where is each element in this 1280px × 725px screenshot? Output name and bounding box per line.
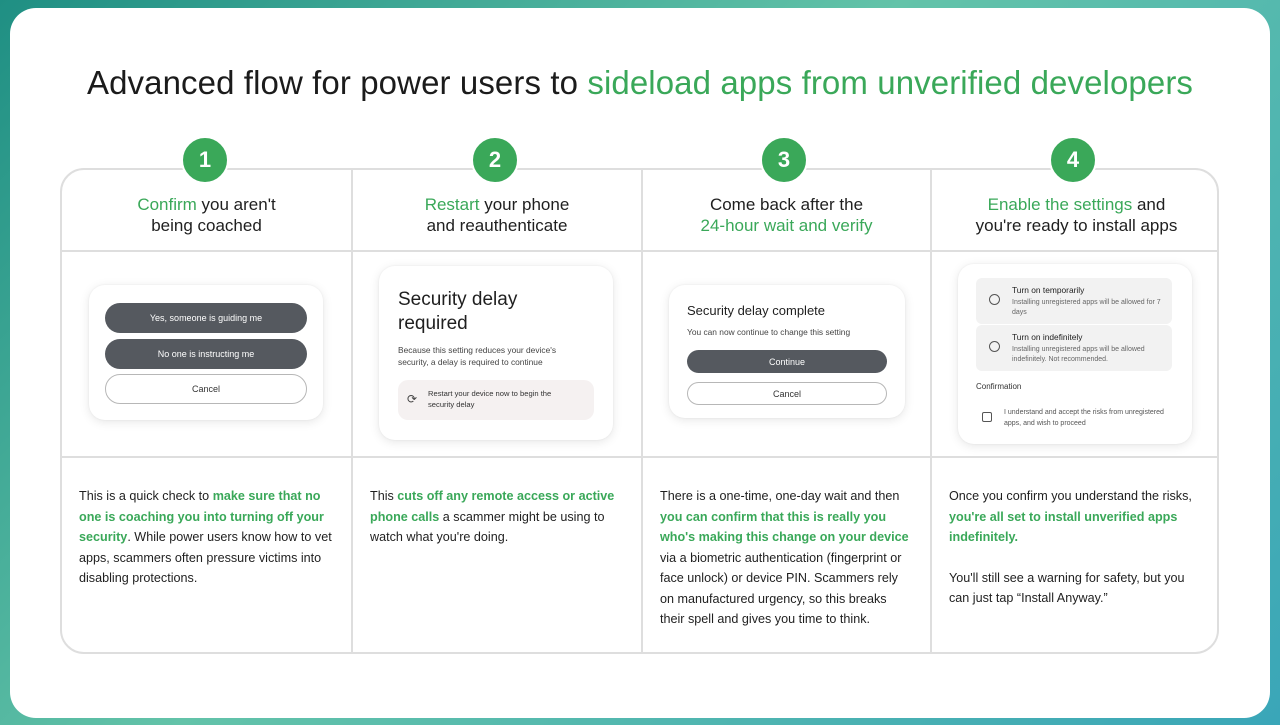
step-4-description <box>932 458 1219 609</box>
desc-text: . While power users know how to vet apps, scammers often pressure victims into disabling protections. <box>79 530 332 585</box>
step-4-badge: 4 <box>1049 136 1097 184</box>
option-indefinitely[interactable] <box>976 325 1172 371</box>
desc-highlight: you're all set to install unverified apps indefinitely. <box>949 509 1178 544</box>
title-highlight: sideload apps from unverified developers <box>587 64 1194 101</box>
desc-text: a scammer might be using to watch what you're doing. <box>370 509 605 544</box>
step-4-mockup <box>932 252 1219 458</box>
title-prefix: Advanced flow for power users to <box>86 64 588 101</box>
coaching-check-dialog <box>89 285 323 420</box>
step-2-header-highlight: Restart <box>424 195 480 214</box>
dialog-title: Security delay required <box>398 289 518 334</box>
step-4-header-line2: you're ready to install apps <box>975 216 1178 235</box>
step-1-column <box>62 170 351 652</box>
step-2-description <box>353 458 641 548</box>
step-3-badge: 3 <box>760 136 808 184</box>
confirmation-checkbox[interactable] <box>982 412 992 422</box>
step-2-header-text: your phone <box>479 195 570 214</box>
step-1-description <box>62 458 351 589</box>
step-3-mockup <box>643 252 930 458</box>
step-4-header-text: and <box>1132 195 1166 214</box>
confirmation-label: Confirmation <box>976 382 1022 391</box>
option-title: Turn on temporarily <box>1012 285 1085 295</box>
radio-button[interactable] <box>989 294 1000 305</box>
step-3-header-text: Come back after the <box>709 195 864 214</box>
step-2-mockup <box>353 252 641 458</box>
step-1-header-highlight: Confirm <box>137 195 197 214</box>
desc-text: via a biometric authentication (fingerprint or face unlock) or device PIN. Scammers rely on manufactured urgency, so this breaks their spell and gives you time to think. <box>660 550 902 626</box>
option-subtitle: Installing unregistered apps will be allowed indefinitely. Not recommended. <box>1012 346 1145 363</box>
someone-guiding-button[interactable]: Yes, someone is guiding me <box>105 303 307 333</box>
step-3-column <box>641 170 930 652</box>
desc-highlight: make sure that no one is coaching you into turning off your security <box>79 489 324 544</box>
security-delay-dialog <box>379 266 613 440</box>
dialog-body: Because this setting reduces your device's security, a delay is required to continue <box>398 345 557 367</box>
radio-button[interactable] <box>989 341 1000 352</box>
continue-button[interactable]: Continue <box>687 350 887 373</box>
desc-highlight: you can confirm that this is really you who's making this change on your device <box>660 509 909 544</box>
desc-text: There is a one-time, one-day wait and then <box>660 489 900 503</box>
restart-device-label: Restart your device now to begin the security delay <box>428 389 552 409</box>
step-4-column <box>930 170 1219 652</box>
step-3-header-highlight: 24-hour wait and verify <box>700 216 873 235</box>
desc-highlight: cuts off any remote access or active phone calls <box>370 489 615 524</box>
desc-note: You'll still see a warning for safety, but you can just tap “Install Anyway.” <box>949 570 1185 605</box>
step-1-badge: 1 <box>181 136 229 184</box>
cancel-button[interactable]: Cancel <box>105 374 307 404</box>
install-settings-dialog <box>958 264 1192 444</box>
confirmation-text: I understand and accept the risks from unregistered apps, and wish to proceed <box>1004 409 1164 427</box>
step-1-mockup <box>62 252 351 458</box>
desc-text: This is a quick check to <box>79 489 213 503</box>
step-2-badge: 2 <box>471 136 519 184</box>
cancel-button[interactable]: Cancel <box>687 382 887 405</box>
step-1-header-line2: being coached <box>151 216 262 235</box>
step-2-column <box>351 170 641 652</box>
desc-text: This <box>370 489 398 503</box>
step-3-description <box>643 458 930 630</box>
step-2-header-line2: and reauthenticate <box>426 216 568 235</box>
dialog-subtitle: You can now continue to change this setting <box>687 327 851 337</box>
desc-text: Once you confirm you understand the risks, <box>949 489 1192 503</box>
page-title <box>0 64 1280 102</box>
option-subtitle: Installing unregistered apps will be allowed for 7 days <box>1012 299 1161 316</box>
step-4-header-highlight: Enable the settings <box>987 195 1133 214</box>
option-temporarily[interactable] <box>976 278 1172 324</box>
security-delay-complete-dialog <box>669 285 905 418</box>
step-1-header-text: you aren't <box>196 195 276 214</box>
refresh-icon: ⟳ <box>407 392 418 406</box>
option-title: Turn on indefinitely <box>1012 332 1083 342</box>
dialog-title: Security delay complete <box>687 303 826 318</box>
steps-table <box>60 168 1219 654</box>
restart-device-button[interactable] <box>398 380 594 420</box>
no-one-instructing-button[interactable]: No one is instructing me <box>105 339 307 369</box>
